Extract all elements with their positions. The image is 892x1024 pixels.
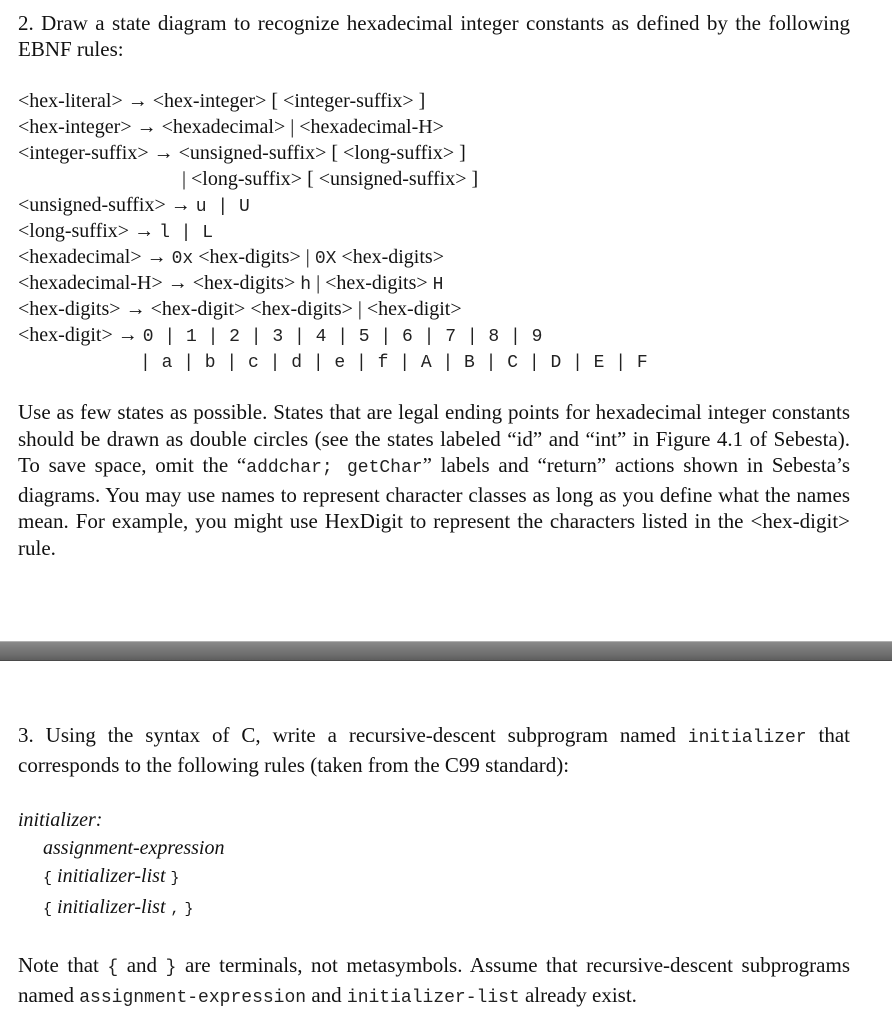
rule-hex-digits: [18, 296, 850, 322]
arrow-symbol: →: [134, 220, 155, 242]
rule-alternative-3: [18, 893, 850, 924]
c99-grammar-rules: [18, 806, 850, 924]
arrow-symbol: →: [167, 272, 188, 294]
terminal: h: [300, 275, 312, 295]
question-2-instructions: [18, 399, 850, 561]
question-3-prompt: [18, 722, 850, 779]
rule-integer-suffix-alternative: [18, 166, 850, 192]
arrow-symbol: →: [153, 142, 174, 164]
prompt-text: that corresponds to the following rules (taken from the C99 standard):: [18, 723, 850, 777]
rule-integer-suffix: [18, 140, 850, 166]
inline-code: assignment-expression: [79, 988, 307, 1008]
rule-lhs: <hexadecimal>: [18, 246, 142, 268]
question-2: [18, 10, 850, 561]
rule-head: initializer:: [18, 809, 103, 831]
prompt-text: 3. Using the syntax of C, write a recursive-descent subprogram named: [18, 723, 688, 747]
inline-code: initializer: [687, 728, 807, 748]
close-brace: }: [184, 901, 194, 918]
rule-lhs: <hex-digits>: [18, 298, 121, 320]
inline-code: {: [107, 958, 119, 978]
rule-rhs: u | U: [195, 197, 250, 217]
rule-lhs: <unsigned-suffix>: [18, 194, 166, 216]
nonterminal: <hex-digits>: [198, 246, 301, 268]
note-text: and: [306, 983, 347, 1007]
ebnf-grammar: [18, 88, 850, 374]
inline-code: }: [165, 958, 177, 978]
open-brace: {: [43, 901, 53, 918]
alternation-bar: |: [305, 246, 310, 268]
rule-body: initializer-list: [57, 896, 166, 918]
alternation-bar: |: [316, 272, 321, 294]
rule-lhs: <hex-integer>: [18, 116, 132, 138]
rule-rhs: <hexadecimal> | <hexadecimal-H>: [161, 116, 444, 138]
rule-lhs: <hexadecimal-H>: [18, 272, 163, 294]
rule-alternative-2: [18, 862, 850, 893]
arrow-symbol: →: [146, 246, 167, 268]
rule-hex-digit-alternative: [18, 348, 850, 374]
rule-rhs: l | L: [159, 223, 214, 243]
rule-alternative: | a | b | c | d | e | f | A | B | C | D | E | F: [140, 353, 648, 373]
inline-code: addchar; getChar: [246, 458, 423, 478]
rule-lhs: <long-suffix>: [18, 220, 130, 242]
rule-unsigned-suffix: [18, 192, 850, 218]
rule-hex-literal: [18, 88, 850, 114]
instructions-text: Use as few states as possible. States that are legal ending points for hexadecimal integer constants should be drawn as double circles (see the states labeled “id” and “int” in Figure 4.1 of Sebesta). To save space, omit the “: [18, 400, 850, 477]
arrow-symbol: →: [125, 298, 146, 320]
close-brace: }: [170, 870, 180, 887]
arrow-symbol: →: [127, 90, 148, 112]
rule-alternative-1: assignment-expression: [43, 837, 225, 859]
rule-hex-digit: [18, 322, 850, 348]
rule-lhs: <hex-literal>: [18, 90, 123, 112]
question-3: [18, 722, 850, 1012]
instructions-text: ” labels and “return” actions shown in Sebesta’s diagrams. You may use names to represent character classes as long as you define what the names mean. For example, you might use HexDigit to represent the characters listed in the <hex-digit> rule.: [18, 453, 851, 560]
rule-body: initializer-list: [57, 865, 166, 887]
open-brace: {: [43, 870, 53, 887]
note-text: already exist.: [519, 983, 637, 1007]
rule-lhs: <integer-suffix>: [18, 142, 149, 164]
page-separator: [0, 641, 892, 661]
question-2-prompt: 2. Draw a state diagram to recognize hexadecimal integer constants as defined by the following EBNF rules:: [18, 11, 850, 61]
rule-hexadecimal: [18, 244, 850, 270]
terminal: 0x: [171, 249, 194, 269]
rule-hex-integer: [18, 114, 850, 140]
rule-rhs: <hex-digit> <hex-digits> | <hex-digit>: [150, 298, 462, 320]
terminal: H: [432, 275, 444, 295]
nonterminal: <hex-digits>: [192, 272, 296, 294]
arrow-symbol: →: [117, 324, 138, 346]
arrow-symbol: →: [170, 194, 191, 216]
rule-rhs: 0 | 1 | 2 | 3 | 4 | 5 | 6 | 7 | 8 | 9: [142, 327, 543, 347]
rule-lhs: <hex-digit>: [18, 324, 113, 346]
note-text: are terminals, not metasymbols. Assume that recursive-descent subprograms named: [18, 953, 851, 1007]
note-text: and: [118, 953, 166, 977]
terminal: 0X: [314, 249, 337, 269]
comma: ,: [170, 901, 180, 918]
rule-long-suffix: [18, 218, 850, 244]
nonterminal: <hex-digits>: [341, 246, 444, 268]
note-text: Note that: [18, 953, 108, 977]
nonterminal: <hex-digits>: [325, 272, 428, 294]
question-3-note: [18, 952, 850, 1012]
rule-rhs: <hex-integer> [ <integer-suffix> ]: [152, 90, 426, 112]
rule-alternative: | <long-suffix> [ <unsigned-suffix> ]: [182, 168, 479, 190]
inline-code: initializer-list: [346, 988, 520, 1008]
rule-rhs: <unsigned-suffix> [ <long-suffix> ]: [178, 142, 466, 164]
arrow-symbol: →: [136, 116, 157, 138]
rule-hexadecimal-h: [18, 270, 850, 296]
